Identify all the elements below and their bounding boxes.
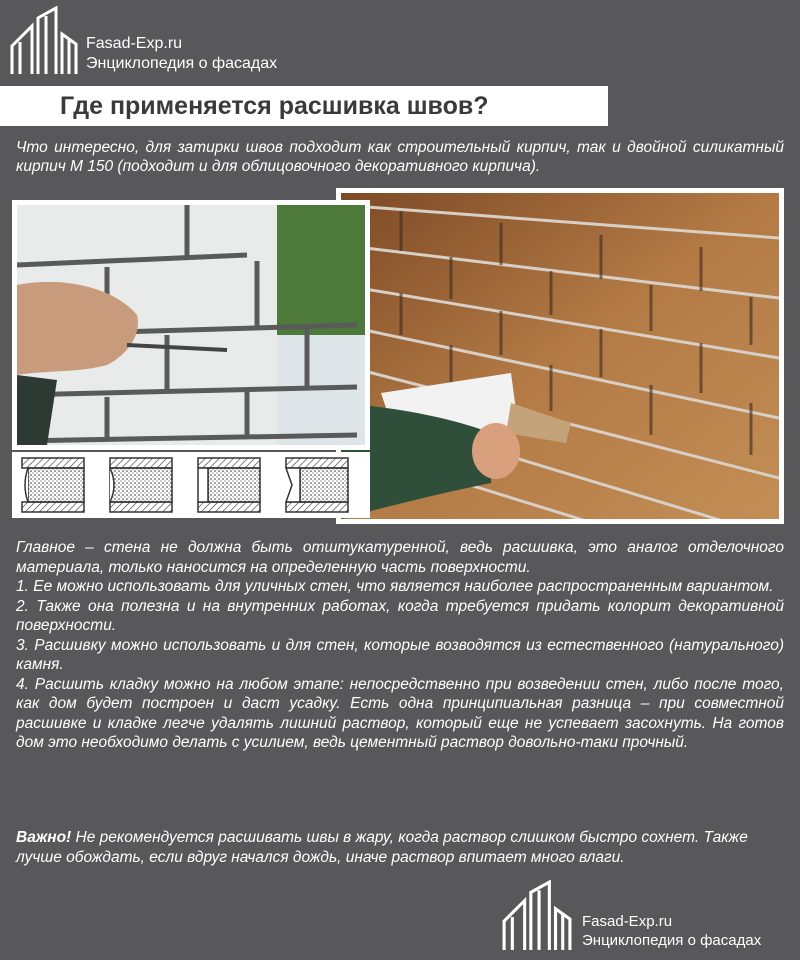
header-logo[interactable]: [10, 6, 277, 76]
paragraph-point-1: 1. Ее можно использовать для уличных стен, что является наиболее распространенным вариантом.: [16, 578, 774, 595]
logo-site-name: Fasad-Exp.ru: [582, 913, 673, 930]
logo-tagline: Энциклопедия о фасадах: [86, 55, 278, 72]
page-title: Где применяется расшивка швов?: [0, 86, 608, 126]
important-label: Важно!: [16, 829, 72, 846]
clinker-wall-photo: [336, 188, 784, 524]
logo-tagline: Энциклопедия о фасадах: [582, 932, 762, 949]
body-text: [16, 538, 784, 753]
silicate-brick-photo: [12, 200, 370, 450]
paragraph-point-3: 3. Расшивку можно использовать и для стен, которые возводятся из естественного (натурального) камня.: [16, 636, 784, 673]
footer-logo[interactable]: [500, 880, 761, 952]
paragraph-main: Главное – стена не должна быть отштукатуренной, ведь расшивка, это аналог отделочного материала, только наносится на определенную часть поверхности.: [16, 539, 784, 576]
joint-profile-diagram: [12, 452, 370, 518]
paragraph-point-2: 2. Также она полезна и на внутренних работах, когда требуется придать колорит декоративной поверхности.: [16, 597, 784, 634]
paragraph-point-4: 4. Расшить кладку можно на любом этапе: непосредственно при возведении стен, либо после того, как дом будет построен и даст усадку. Есть одна принципиальная разница – при совместной расшивке и кладке легче удалять лишний раствор, который еще не успевает засохнуть. На готов дом это необходимо делать с усилием, ведь цементный раствор довольно-таки прочный.: [16, 675, 784, 751]
important-text: Не рекомендуется расшивать швы в жару, когда раствор слишком быстро сохнет. Также лучше обождать, если вдруг начался дождь, иначе раствор впитает много влаги.: [16, 829, 748, 866]
intro-text: Что интересно, для затирки швов подходит как строительный кирпич, так и двойной силикатный кирпич М 150 (подходит и для облицовочного декоративного кирпича).: [16, 139, 784, 175]
important-note: [16, 828, 784, 868]
building-logo-icon: [500, 880, 574, 952]
logo-site-name: Fasad-Exp.ru: [86, 35, 183, 52]
building-logo-icon: [10, 6, 78, 76]
